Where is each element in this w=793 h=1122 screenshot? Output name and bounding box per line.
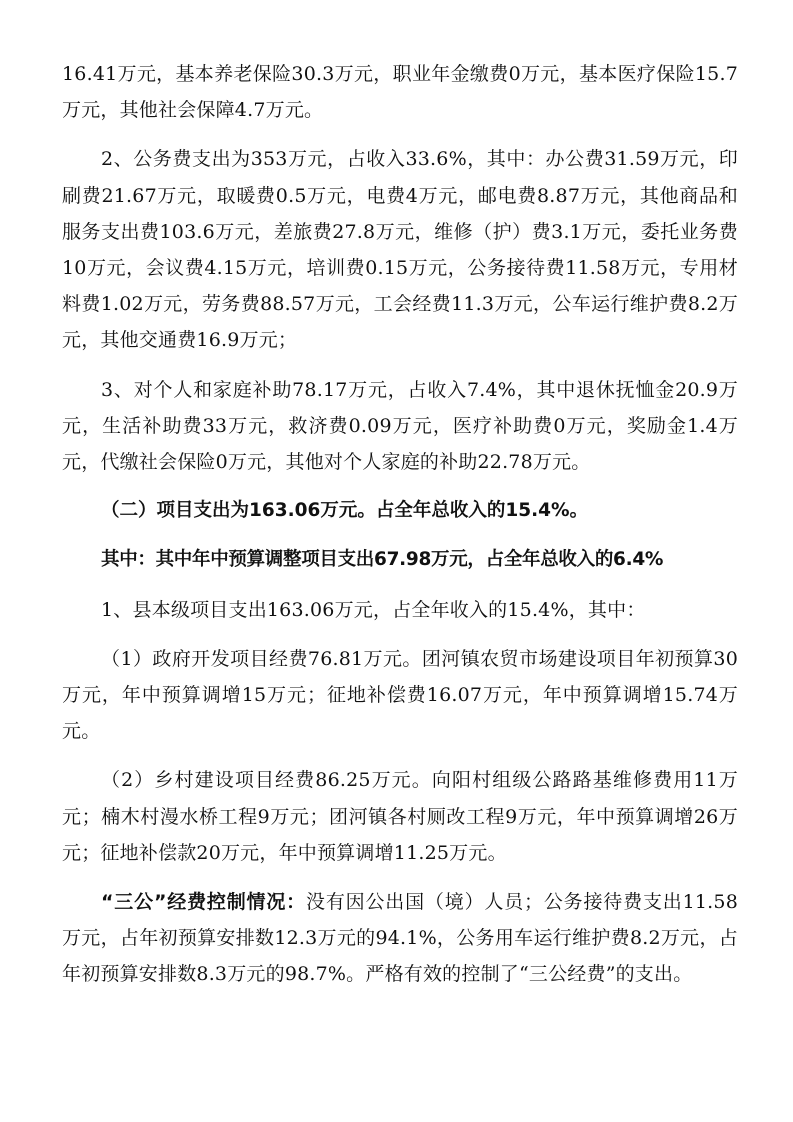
paragraph-personal-subsidies: 3、对个人和家庭补助78.17万元，占收入7.4%，其中退休抚恤金20.9万元，生活补助费33万元，救济费0.09万元，医疗补助费0万元，奖励金1.4万元，代缴社会保险0万元，其他对个人家庭的补助22.78万元。 (62, 378, 738, 474)
paragraph-social-insurance: 16.41万元，基本养老保险30.3万元，职业年金缴费0万元，基本医疗保险15.7万元，其他社会保障4.7万元。 (62, 63, 738, 122)
document-page (62, 56, 738, 1006)
paragraph-rural-construction: （2）乡村建设项目经费86.25万元。向阳村组级公路路基维修费用11万元；楠木村漫水桥工程9万元；团河镇各村厕改工程9万元，年中预算调增26万元；征地补偿款20万元，年中预算调增11.25万元。 (62, 769, 738, 864)
paragraph-government-development: （1）政府开发项目经费76.81万元。团河镇农贸市场建设项目年初预算30万元，年中预算调增15万元；征地补偿费16.07万元，年中预算调增15.74万元。 (62, 647, 738, 743)
three-public-text: 没有因公出国（境）人员；公务接待费支出11.58万元，占年初预算安排数12.3万元的94.1%，公务用车运行维护费8.2万元，占年初预算安排数8.3万元的98.7%。严格有效的控制了“三公经费”的支出。 (62, 891, 738, 986)
heading-midyear-adjustment: 其中：其中年中预算调整项目支出67.98万元，占全年总收入的6.4% (101, 549, 664, 571)
three-public-label: “三公”经费控制情况： (101, 891, 306, 914)
paragraph-public-expenses: 2、公务费支出为353万元，占收入33.6%，其中：办公费31.59万元，印刷费21.67万元，取暖费0.5万元，电费4万元，邮电费8.87万元，其他商品和服务支出费103.6万元，差旅费27.8万元，维修（护）费3.1万元，委托业务费10万元，会议费4.15万元，培训费0.15万元，公务接待费11.58万元，专用材料费1.02万元，劳务费88.57万元，工会经费11.3万元，公车运行维护费8.2万元，其他交通费16.9万元； (62, 148, 738, 352)
paragraph-county-projects: 1、县本级项目支出163.06万元，占全年收入的15.4%，其中： (101, 598, 646, 621)
heading-project-expenditure: （二）项目支出为163.06万元。占全年总收入的15.4%。 (101, 500, 589, 522)
paragraph-three-public-expenses (62, 884, 738, 993)
